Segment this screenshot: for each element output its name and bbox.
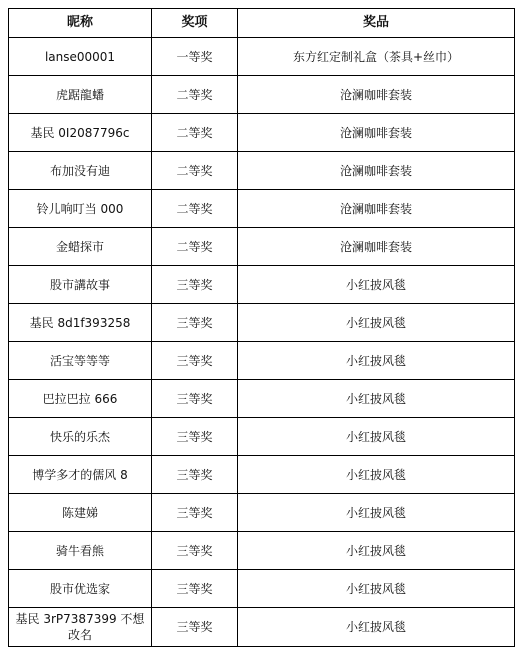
prize-table-container [8,8,515,647]
cell-prize: 沧澜咖啡套装 [238,228,515,266]
cell-nickname: lanse00001 [9,38,152,76]
cell-prize: 小红披风毯 [238,570,515,608]
cell-prize: 小红披风毯 [238,380,515,418]
cell-nickname: 博学多才的儒风 8 [9,456,152,494]
table-row [9,38,515,76]
cell-nickname: 布加没有迪 [9,152,152,190]
header-award: 奖项 [152,9,238,38]
cell-prize: 小红披风毯 [238,456,515,494]
cell-nickname: 股市講故事 [9,266,152,304]
cell-prize: 小红披风毯 [238,266,515,304]
cell-award: 三等奖 [152,532,238,570]
cell-prize: 沧澜咖啡套装 [238,190,515,228]
table-row [9,494,515,532]
cell-nickname: 虎踞龍蟠 [9,76,152,114]
cell-award: 二等奖 [152,76,238,114]
table-row [9,266,515,304]
table-row [9,190,515,228]
cell-award: 三等奖 [152,418,238,456]
cell-prize: 小红披风毯 [238,608,515,647]
cell-prize: 小红披风毯 [238,304,515,342]
cell-nickname: 快乐的乐杰 [9,418,152,456]
cell-award: 三等奖 [152,608,238,647]
cell-award: 三等奖 [152,494,238,532]
table-row [9,228,515,266]
header-prize: 奖品 [238,9,515,38]
table-row [9,418,515,456]
prize-winners-table [8,8,515,647]
cell-award: 三等奖 [152,380,238,418]
cell-award: 二等奖 [152,152,238,190]
cell-nickname: 金蜡探市 [9,228,152,266]
table-row [9,304,515,342]
table-row [9,342,515,380]
cell-nickname: 骑牛看熊 [9,532,152,570]
table-row [9,570,515,608]
table-row [9,456,515,494]
cell-prize: 沧澜咖啡套装 [238,76,515,114]
table-row [9,380,515,418]
cell-nickname: 基民 0I2087796c [9,114,152,152]
table-row [9,152,515,190]
cell-prize: 小红披风毯 [238,532,515,570]
cell-prize: 东方红定制礼盒（茶具+丝巾） [238,38,515,76]
cell-award: 二等奖 [152,228,238,266]
table-row [9,76,515,114]
cell-nickname: 基民 3rP7387399 不想改名 [9,608,152,647]
cell-award: 三等奖 [152,456,238,494]
cell-nickname: 活宝等等等 [9,342,152,380]
cell-prize: 小红披风毯 [238,342,515,380]
header-nickname: 昵称 [9,9,152,38]
cell-nickname: 陈建娣 [9,494,152,532]
table-header-row [9,9,515,38]
cell-prize: 小红披风毯 [238,418,515,456]
cell-prize: 小红披风毯 [238,494,515,532]
table-row [9,532,515,570]
cell-award: 三等奖 [152,304,238,342]
cell-nickname: 铃儿响叮当 000 [9,190,152,228]
cell-award: 三等奖 [152,570,238,608]
table-row [9,608,515,647]
cell-nickname: 巴拉巴拉 666 [9,380,152,418]
cell-award: 三等奖 [152,266,238,304]
cell-prize: 沧澜咖啡套装 [238,114,515,152]
cell-nickname: 股市优选家 [9,570,152,608]
cell-award: 二等奖 [152,114,238,152]
cell-award: 一等奖 [152,38,238,76]
cell-award: 二等奖 [152,190,238,228]
cell-nickname: 基民 8d1f393258 [9,304,152,342]
table-row [9,114,515,152]
cell-award: 三等奖 [152,342,238,380]
cell-prize: 沧澜咖啡套装 [238,152,515,190]
